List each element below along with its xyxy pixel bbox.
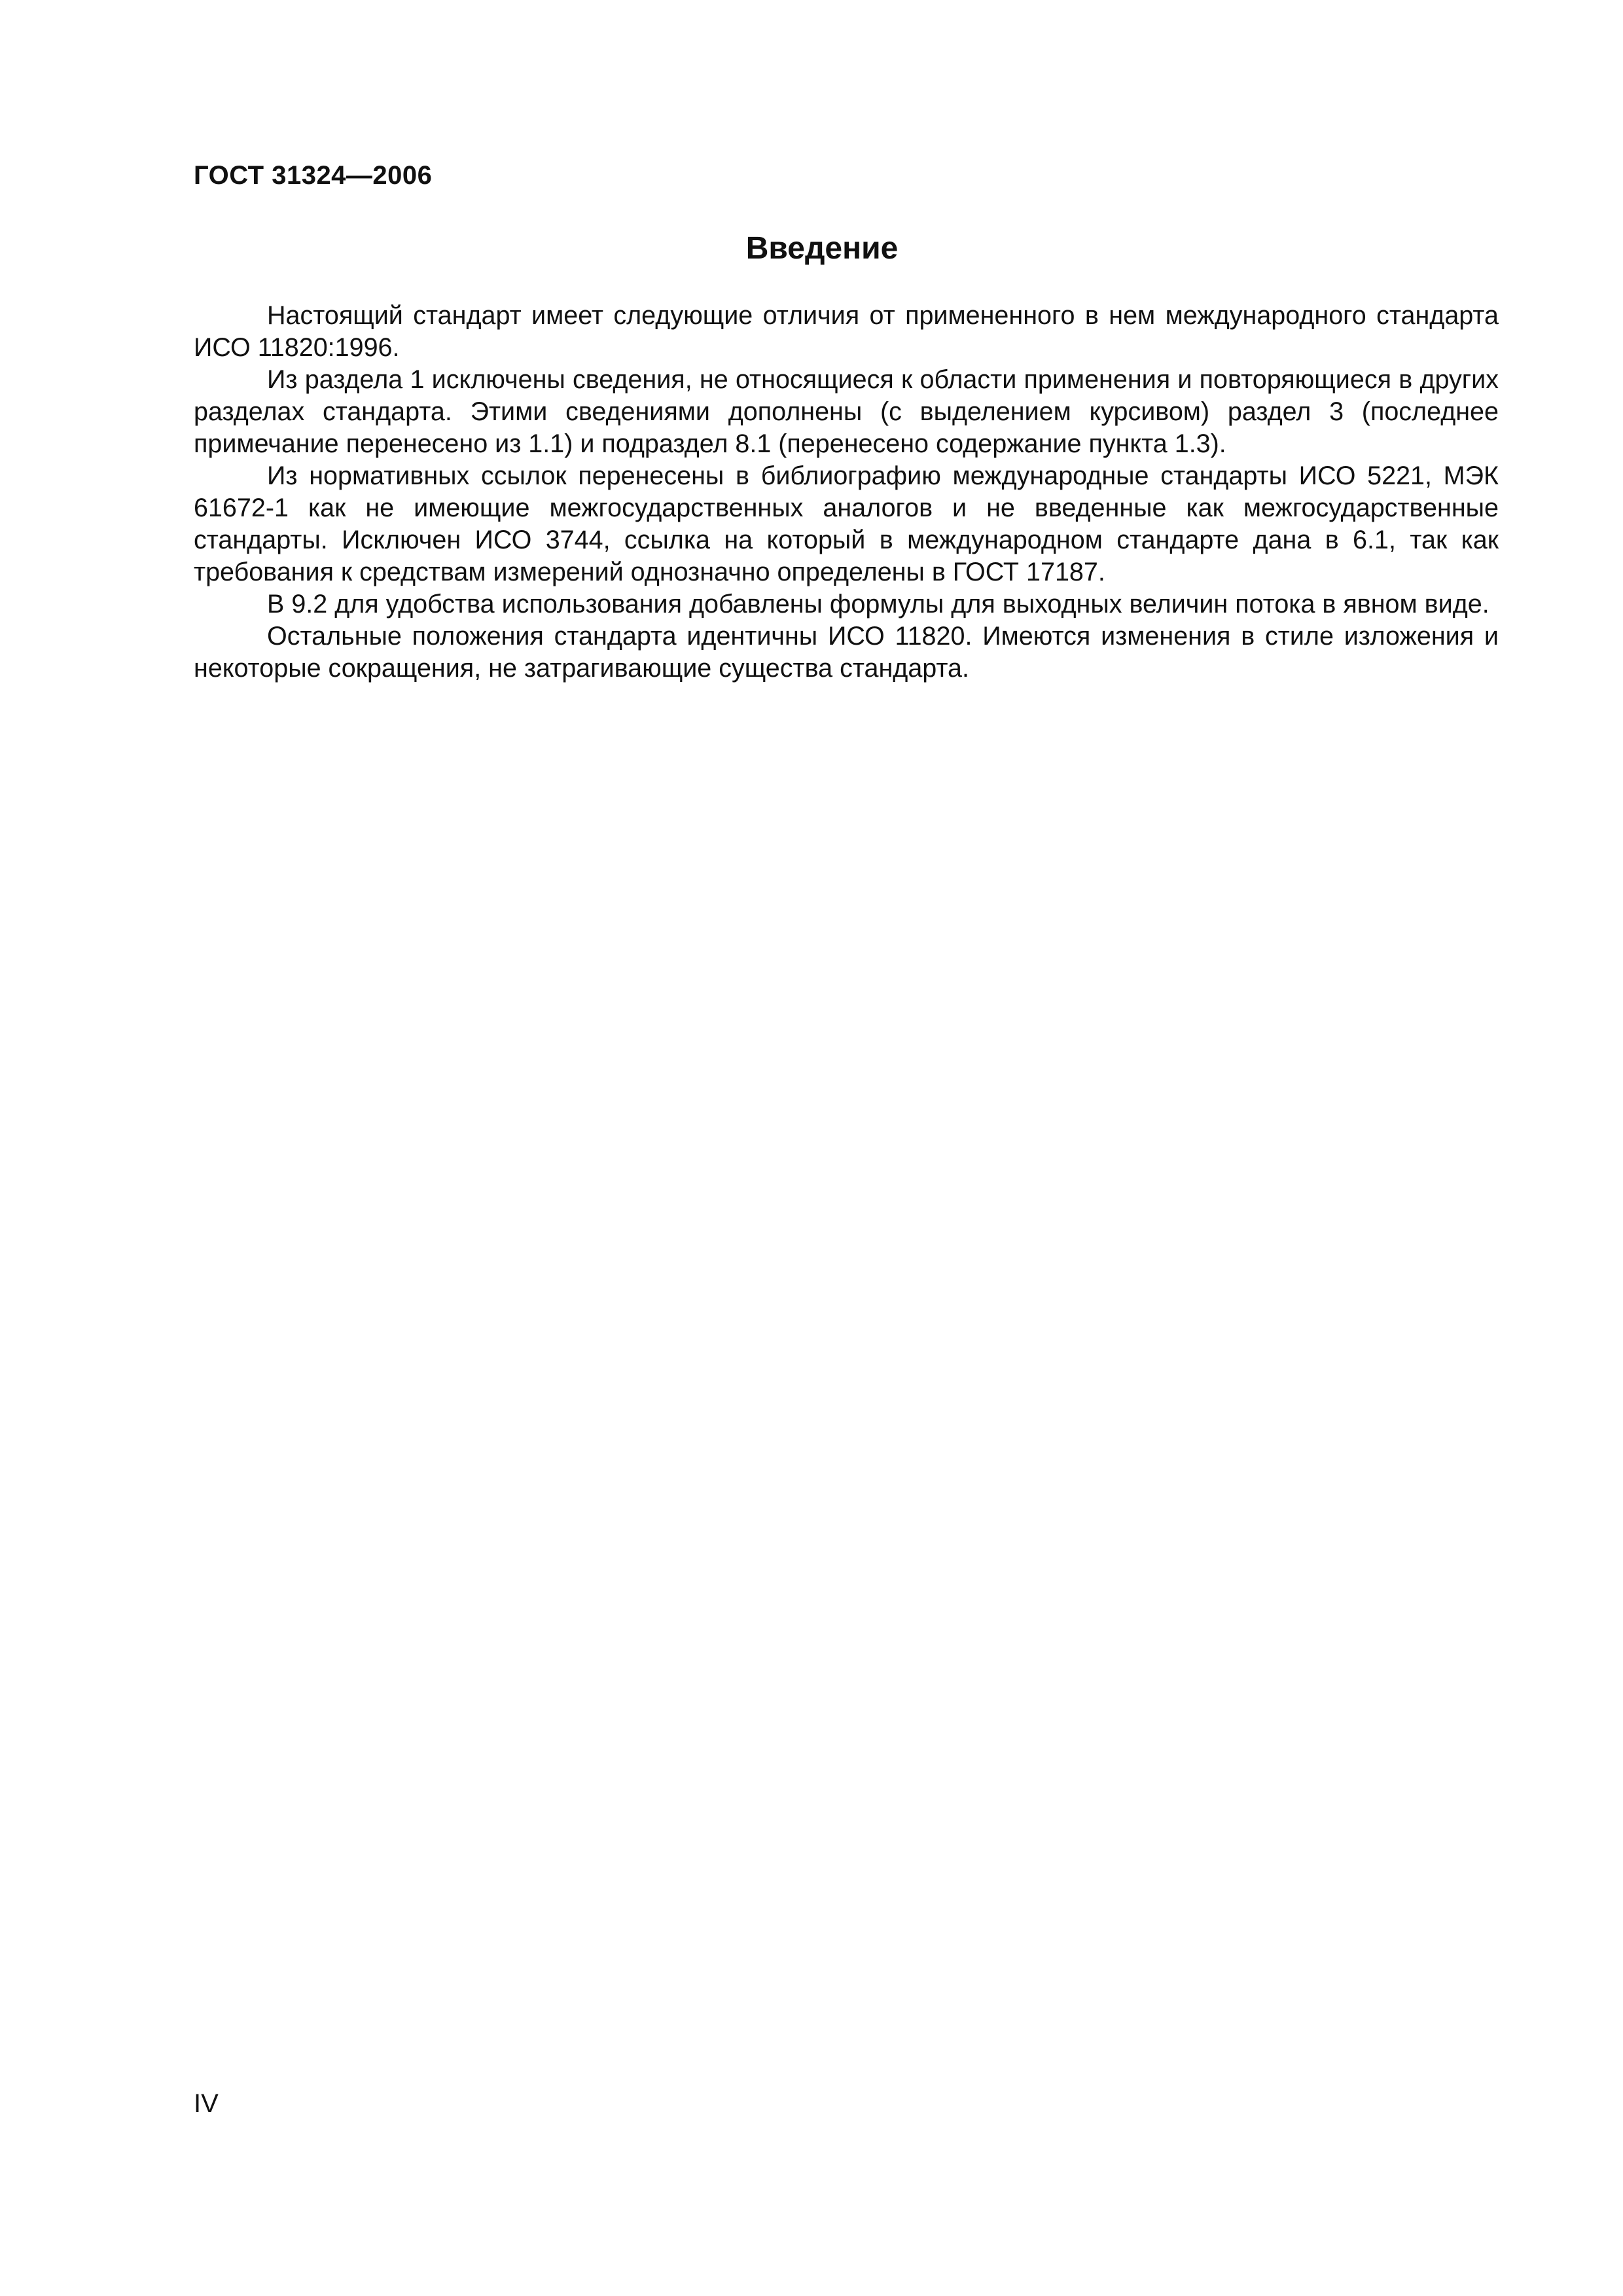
paragraph-remaining-provisions: Остальные положения стандарта идентичны ИСО 11820. Имеются изменения в стиле изложения и некоторые сокращения, не затрагивающие существа стандарта.	[194, 622, 1499, 683]
page-number: IV	[194, 2089, 219, 2118]
paragraph-section-1: Из раздела 1 исключены сведения, не относящиеся к области применения и повторяющиеся в других разделах стандарта. Этими сведениями дополнены (с выделением курсивом) раздел 3 (последнее примечание перенесено из 1.1) и подраздел 8.1 (перенесено содержание пункта 1.3).	[194, 365, 1499, 458]
paragraph-normative-references: Из нормативных ссылок перенесены в библиографию международные стандарты ИСО 5221, МЭК 61672-1 как не имеющие межгосударственных аналогов и не введенные как межгосударственные стандарты. Исключен ИСО 3744, ссылка на который в международном стандарте дана в 6.1, так как требования к средствам измерений однозначно определены в ГОСТ 17187.	[194, 461, 1499, 586]
introduction-body	[194, 300, 1499, 685]
paragraph-differences: Настоящий стандарт имеет следующие отличия от примененного в нем международного стандарта ИСО 11820:1996.	[194, 301, 1499, 362]
section-title: Введение	[745, 231, 899, 266]
paragraph-formulas: В 9.2 для удобства использования добавлены формулы для выходных величин потока в явном виде.	[267, 590, 1489, 619]
standard-id-header: ГОСТ 31324—2006	[194, 161, 433, 190]
